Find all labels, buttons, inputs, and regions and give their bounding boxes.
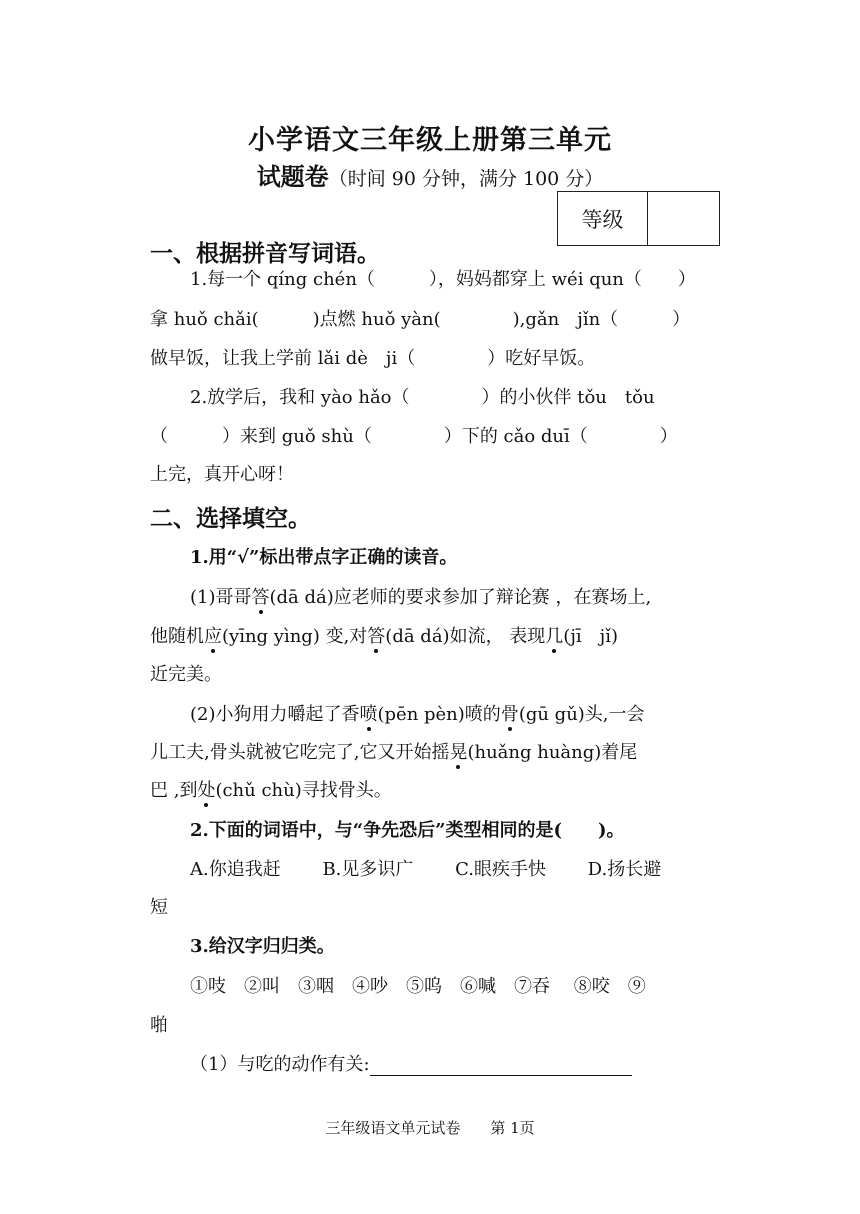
section2-heading: 二、选择填空。 <box>150 506 311 532</box>
page-footer: 三年级语文单元试卷 第 1页 <box>325 1119 535 1137</box>
subtitle-note: （时间 90 分钟，满分 100 分） <box>328 168 604 190</box>
answer-blank[interactable] <box>370 1053 632 1076</box>
q1-p2-line-3 <box>150 776 392 802</box>
q1-title: 1.用“√”标出带点字正确的读音。 <box>190 547 458 568</box>
s1-line-6: 上完，真开心呀！ <box>150 464 294 485</box>
text-segment: (dā dá)如流， 表现 <box>385 626 546 647</box>
text-segment: (gū gǔ)头,一会 <box>518 704 645 725</box>
q1-p1-line-2 <box>150 622 618 648</box>
dotted-char: 答 <box>252 583 270 609</box>
q1-p1-line-1 <box>190 583 651 609</box>
text-segment: 儿工夫,骨头就被它吃完了,它又开始摇 <box>150 742 450 763</box>
q1-p2-line-1 <box>190 700 645 726</box>
q1-p1-line-3: 近完美。 <box>150 664 222 685</box>
grade-label: 等级 <box>558 192 648 245</box>
text-segment: (jī jǐ) <box>563 626 619 647</box>
q1-p2-line-2 <box>150 738 637 764</box>
section1-heading: 一、根据拼音写词语。 <box>150 241 380 267</box>
page-subtitle <box>0 157 860 192</box>
text-segment: (chǔ chù)寻找骨头。 <box>215 780 392 801</box>
dotted-char: 晃 <box>449 738 467 764</box>
text-segment: (pēn pèn)喷的 <box>377 704 501 725</box>
text-segment: 他随机 <box>150 626 204 647</box>
s1-line-2: 拿 huǒ chǎi( )点燃 huǒ yàn( ),gǎn jǐn（ ） <box>150 309 691 330</box>
text-segment: (2)小狗用力嚼起了香 <box>190 704 360 725</box>
dotted-char: 处 <box>197 776 215 802</box>
dotted-char: 喷 <box>360 700 378 726</box>
q3-chars-wrap: 啪 <box>150 1015 168 1036</box>
text-segment: (dā dá)应老师的要求参加了辩论赛 ，在赛场上, <box>269 587 652 608</box>
q3-sub1-label: （1）与吃的动作有关: <box>190 1054 370 1075</box>
text-segment: (yīng yìng) 变,对 <box>222 626 368 647</box>
dotted-char: 应 <box>204 622 222 648</box>
q2-options-wrap: 短 <box>150 897 168 918</box>
dotted-char: 骨 <box>501 700 519 726</box>
q2-title: 2.下面的词语中，与“争先恐后”类型相同的是( )。 <box>190 820 625 841</box>
subtitle-main: 试题卷 <box>256 162 329 191</box>
dotted-char: 几 <box>545 622 563 648</box>
q2-options: A.你追我赶 B.见多识广 C.眼疾手快 D.扬长避 <box>190 859 662 880</box>
s1-line-4: 2.放学后，我和 yào hǎo（ ）的小伙伴 tǒu tǒu <box>190 387 655 408</box>
q3-sub1 <box>190 1050 632 1076</box>
q3-chars: ①吱 ②叫 ③咽 ④吵 ⑤呜 ⑥喊 ⑦吞 ⑧咬 ⑨ <box>190 976 646 997</box>
page-title: 小学语文三年级上册第三单元 <box>248 125 612 156</box>
grade-box <box>557 191 720 246</box>
text-segment: 巴 ,到 <box>150 780 198 801</box>
q3-title: 3.给汉字归归类。 <box>190 936 335 957</box>
s1-line-5: （ ）来到 guǒ shù（ ）下的 cǎo duī（ ） <box>150 426 678 447</box>
grade-value[interactable] <box>648 192 719 245</box>
s1-line-3: 做早饭，让我上学前 lǎi dè ji（ ）吃好早饭。 <box>150 348 596 369</box>
text-segment: (1)哥哥 <box>190 587 252 608</box>
dotted-char: 答 <box>367 622 385 648</box>
text-segment: (huǎng huàng)着尾 <box>467 742 638 763</box>
s1-line-1: 1.每一个 qíng chén（ ），妈妈都穿上 wéi qun（ ） <box>190 269 696 290</box>
